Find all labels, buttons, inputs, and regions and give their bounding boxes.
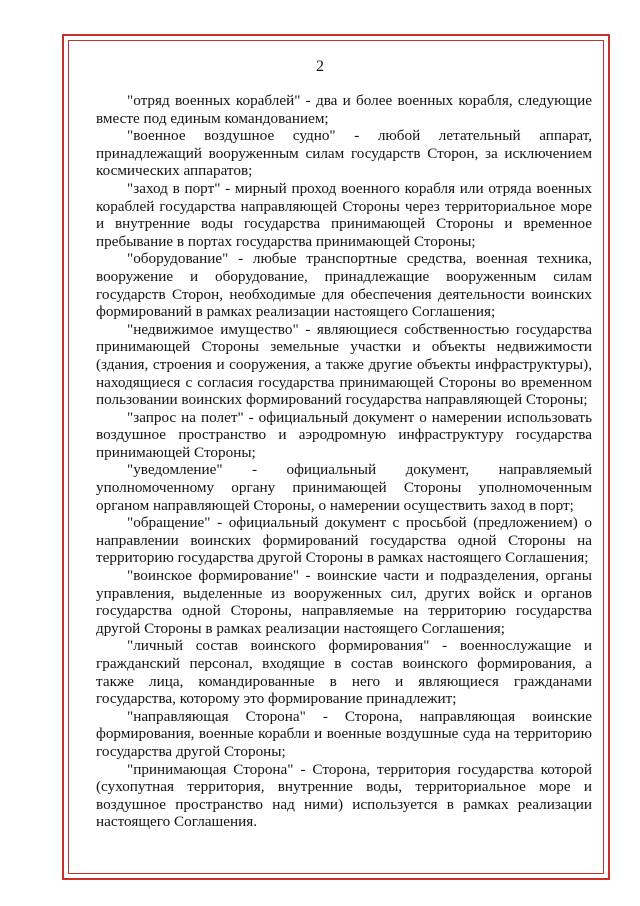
definition-paragraph: "личный состав воинского формирования" - военнослужащие и гражданский персонал, входящие в состав воинского формирования, а также лица, командированные в него и являющиеся гражданами государства, которому это формирование принадлежит;	[96, 637, 592, 708]
document-body	[96, 92, 592, 831]
definition-paragraph: "оборудование" - любые транспортные средства, военная техника, вооружение и оборудование, принадлежащие вооруженным силам государств Сторон, необходимые для обеспечения деятельности воинских формирований в рамках реализации настоящего Соглашения;	[96, 250, 592, 321]
definition-paragraph: "воинское формирование" - воинские части и подразделения, органы управления, выделенные из вооруженных сил, других войск и органов государства одной Стороны, направляемые на территорию государства другой Стороны в рамках реализации настоящего Соглашения;	[96, 567, 592, 637]
definition-paragraph: "направляющая Сторона" - Сторона, направляющая воинские формирования, военные корабли и военные воздушные суда на территорию государства другой Стороны;	[96, 707, 592, 760]
page-number: 2	[316, 58, 324, 75]
definition-paragraph: "обращение" - официальный документ с просьбой (предложением) о направлении воинских формирований государства одной Стороны на территорию государства другой Стороны в рамках настоящего Соглашения;	[96, 514, 592, 567]
definition-paragraph: "заход в порт" - мирный проход военного корабля или отряда военных кораблей государства направляющей Стороны через территориальное море и внутренние воды государства принимающей Стороны и временное пребывание в портах государства принимающей Стороны;	[96, 179, 592, 250]
definition-paragraph: "отряд военных кораблей" - два и более военных корабля, следующие вместе под единым командованием;	[96, 92, 592, 127]
definition-paragraph: "запрос на полет" - официальный документ о намерении использовать воздушное пространство и аэродромную инфраструктуру государства принимающей Стороны;	[96, 408, 592, 461]
definition-paragraph: "принимающая Сторона" - Сторона, территория государства которой (сухопутная территория, внутренние воды, территориальное море и воздушное пространство над ними) используется в рамках реализации настоящего Соглашения.	[96, 760, 592, 831]
definition-paragraph: "военное воздушное судно" - любой летательный аппарат, принадлежащий вооруженным силам государств Сторон, за исключением космических аппаратов;	[96, 127, 592, 180]
definition-paragraph: "уведомление" - официальный документ, направляемый уполномоченному органу принимающей Стороны уполномоченным органом направляющей Стороны, о намерении осуществить заход в порт;	[96, 461, 592, 514]
definition-paragraph: "недвижимое имущество" - являющиеся собственностью государства принимающей Стороны земельные участки и объекты недвижимости (здания, строения и сооружения, а также другие объекты инфраструктуры), находящиеся с согласия государства принимающей Стороны во временном пользовании воинских формирований государства направляющей Стороны;	[96, 320, 592, 409]
